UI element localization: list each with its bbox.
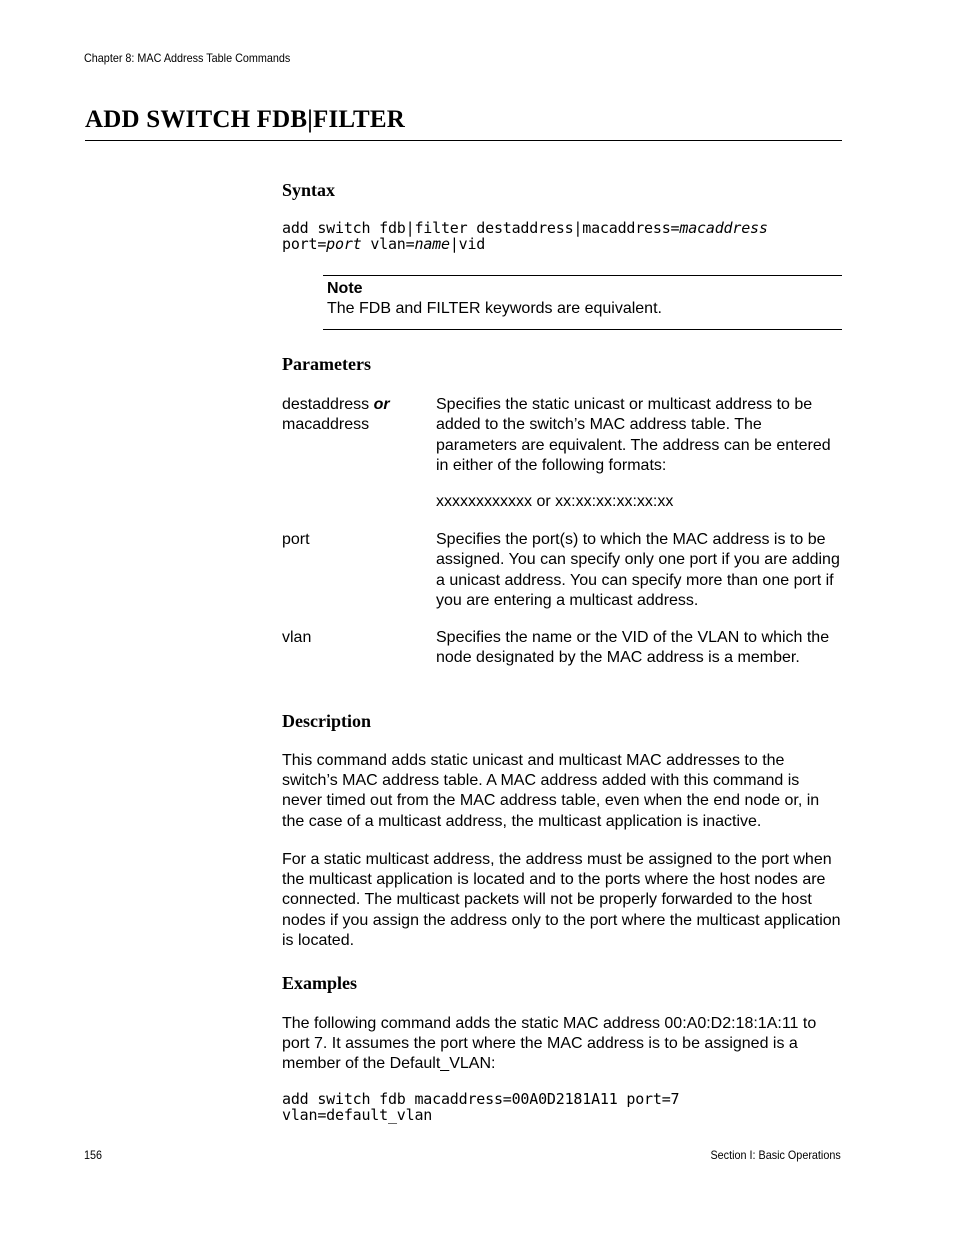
example-code — [282, 1091, 679, 1123]
description-para-2: For a static multicast address, the address must be assigned to the port when the multicast application is located and to the ports where the host nodes are connected. The multicast packets will not be properly forwarded to the host nodes if you assign the address only to the port where the multicast application is located. — [282, 851, 841, 949]
page-number: 156 — [84, 1148, 103, 1162]
description-para-1: This command adds static unicast and multicast MAC addresses to the switch’s MAC address table. A MAC address added with this command is never timed out from the MAC address table, even when the end node or, in the case of a multicast address, the multicast application is inactive. — [282, 752, 820, 830]
title-rule — [85, 140, 842, 141]
param-format-destaddress: xxxxxxxxxxxx or xx:xx:xx:xx:xx:xx — [436, 493, 674, 510]
param-name-macaddress: macaddress — [282, 416, 370, 433]
example-code-line1: add switch fdb macaddress=00A0D2181A11 port=7 — [282, 1090, 680, 1108]
param-desc-destaddress: Specifies the static unicast or multicast address to be added to the switch’s MAC address table. The parameters are equivalent. The address can be entered in either of the following formats: — [436, 396, 831, 474]
examples-para-1: The following command adds the static MAC address 00:A0:D2:18:1A:11 to port 7. It assumes the port where the MAC address is to be assigned is a member of the Default_VLAN: — [282, 1015, 817, 1073]
syntax-line1-text: add switch fdb|filter destaddress|macaddress= — [282, 219, 680, 237]
page-title: ADD SWITCH FDB|FILTER — [85, 106, 405, 133]
example-code-line2: vlan=default_vlan — [282, 1106, 433, 1124]
syntax-line2-vid: |vid — [449, 235, 486, 253]
note-text: The FDB and FILTER keywords are equivalent. — [327, 300, 662, 317]
param-name-vlan: vlan — [282, 629, 312, 646]
syntax-code — [282, 220, 768, 252]
parameters-heading: Parameters — [282, 354, 371, 374]
syntax-heading: Syntax — [282, 180, 336, 200]
syntax-line2-port-key: port= — [282, 235, 327, 253]
param-desc-port: Specifies the port(s) to which the MAC address is to be assigned. You can specify only one port if you are adding a unicast address. You can specify more than one port if you are entering a multicast address. — [436, 531, 840, 609]
param-desc-vlan: Specifies the name or the VID of the VLAN to which the node designated by the MAC address is a member. — [436, 629, 830, 667]
syntax-line1-var: macaddress — [679, 219, 768, 237]
footer-section: Section I: Basic Operations — [710, 1148, 841, 1162]
param-name-port: port — [282, 531, 310, 548]
param-name-or: or — [373, 396, 390, 413]
note-box — [323, 275, 842, 330]
syntax-line2-name-var: name — [414, 235, 450, 253]
param-name-destaddress-a: destaddress — [282, 396, 374, 413]
note-title: Note — [327, 280, 363, 297]
examples-heading: Examples — [282, 973, 358, 993]
syntax-line2-port-var: port — [326, 235, 362, 253]
param-name-destaddress — [282, 395, 390, 435]
description-heading: Description — [282, 711, 371, 731]
running-header: Chapter 8: MAC Address Table Commands — [84, 51, 291, 65]
syntax-line2-vlan-key: vlan= — [361, 235, 415, 253]
